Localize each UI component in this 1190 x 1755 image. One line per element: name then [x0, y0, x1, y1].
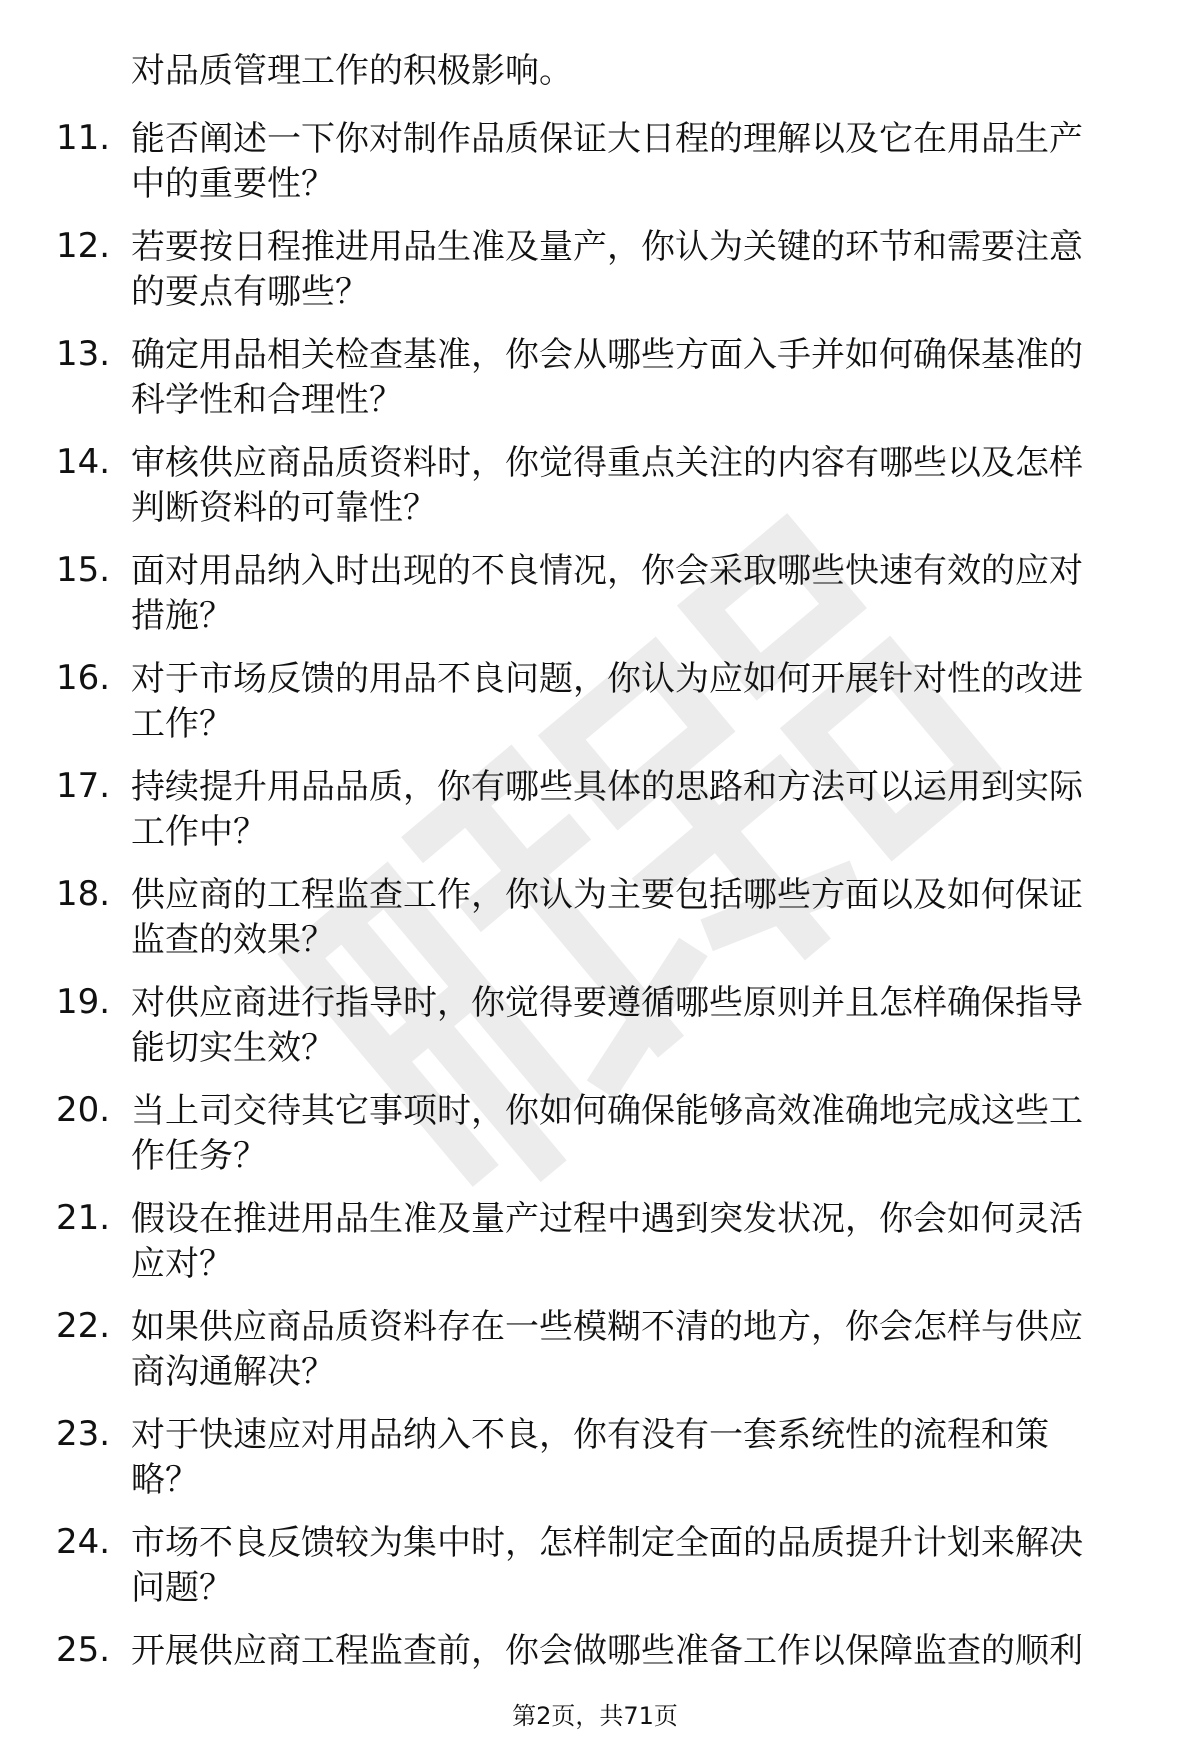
- question-number: 15.: [56, 550, 111, 590]
- question-line: 持续提升用品品质，你有哪些具体的思路和方法可以运用到实际: [131, 767, 1083, 807]
- question-item: [0, 225, 1190, 312]
- question-line: 面对用品纳入时出现的不良情况，你会采取哪些快速有效的应对: [131, 551, 1083, 591]
- question-item: [0, 1089, 1190, 1176]
- question-line: 科学性和合理性？: [131, 380, 403, 420]
- question-item: [0, 873, 1190, 960]
- continuation-text: 对品质管理工作的积极影响。: [131, 51, 573, 91]
- question-item: [0, 117, 1190, 204]
- question-line: 工作中？: [131, 812, 267, 852]
- question-line: 如果供应商品质资料存在一些模糊不清的地方，你会怎样与供应: [131, 1307, 1083, 1347]
- question-line: 商沟通解决？: [131, 1352, 335, 1392]
- question-number: 16.: [56, 658, 111, 698]
- question-line: 市场不良反馈较为集中时，怎样制定全面的品质提升计划来解决: [131, 1523, 1083, 1563]
- question-text: [131, 873, 1151, 963]
- question-number: 23.: [56, 1414, 111, 1454]
- question-text: [131, 1197, 1151, 1287]
- question-line: 假设在推进用品生准及量产过程中遇到突发状况，你会如何灵活: [131, 1199, 1083, 1239]
- question-item: [0, 441, 1190, 528]
- question-item: [0, 549, 1190, 636]
- question-line: 审核供应商品质资料时，你觉得重点关注的内容有哪些以及怎样: [131, 443, 1083, 483]
- question-text: [131, 225, 1151, 315]
- question-text: [131, 1521, 1151, 1611]
- question-line: 的要点有哪些？: [131, 272, 369, 312]
- question-item: [0, 1305, 1190, 1392]
- question-number: 21.: [56, 1198, 111, 1238]
- question-number: 24.: [56, 1522, 111, 1562]
- question-item: [0, 981, 1190, 1068]
- question-line: 措施？: [131, 596, 233, 636]
- question-line: 对于市场反馈的用品不良问题，你认为应如何开展针对性的改进: [131, 659, 1083, 699]
- question-text: [131, 1629, 1151, 1674]
- question-number: 12.: [56, 226, 111, 266]
- question-line: 当上司交待其它事项时，你如何确保能够高效准确地完成这些工: [131, 1091, 1083, 1131]
- question-number: 14.: [56, 442, 111, 482]
- question-text: [131, 1089, 1151, 1179]
- question-line: 开展供应商工程监查前，你会做哪些准备工作以保障监查的顺利: [131, 1631, 1083, 1671]
- question-number: 19.: [56, 982, 111, 1022]
- question-line: 作任务？: [131, 1136, 267, 1176]
- question-number: 25.: [56, 1630, 111, 1670]
- question-line: 若要按日程推进用品生准及量产，你认为关键的环节和需要注意: [131, 227, 1083, 267]
- question-text: [131, 441, 1151, 531]
- question-line: 工作？: [131, 704, 233, 744]
- question-item: [0, 657, 1190, 744]
- question-text: [131, 549, 1151, 639]
- question-line: 能切实生效？: [131, 1028, 335, 1068]
- question-item: [0, 333, 1190, 420]
- question-item: [0, 1521, 1190, 1608]
- question-number: 13.: [56, 334, 111, 374]
- question-line: 对于快速应对用品纳入不良，你有没有一套系统性的流程和策: [131, 1415, 1049, 1455]
- question-text: [131, 657, 1151, 747]
- question-line: 判断资料的可靠性？: [131, 488, 437, 528]
- question-line: 能否阐述一下你对制作品质保证大日程的理解以及它在用品生产: [131, 119, 1083, 159]
- question-text: [131, 117, 1151, 207]
- question-number: 18.: [56, 874, 111, 914]
- question-number: 11.: [56, 118, 111, 158]
- question-text: [131, 981, 1151, 1071]
- question-item: [0, 1197, 1190, 1284]
- question-line: 确定用品相关检查基准，你会从哪些方面入手并如何确保基准的: [131, 335, 1083, 375]
- page-footer: 第2页，共71页: [512, 1702, 678, 1730]
- question-text: [131, 1305, 1151, 1395]
- question-text: [131, 765, 1151, 855]
- question-line: 供应商的工程监查工作，你认为主要包括哪些方面以及如何保证: [131, 875, 1083, 915]
- question-text: [131, 1413, 1151, 1503]
- question-line: 应对？: [131, 1244, 233, 1284]
- question-list: [0, 117, 1190, 1737]
- question-line: 问题？: [131, 1568, 233, 1608]
- question-number: 17.: [56, 766, 111, 806]
- question-item: [0, 765, 1190, 852]
- question-line: 中的重要性？: [131, 164, 335, 204]
- question-text: [131, 333, 1151, 423]
- question-line: 略？: [131, 1460, 199, 1500]
- question-line: 对供应商进行指导时，你觉得要遵循哪些原则并且怎样确保指导: [131, 983, 1083, 1023]
- question-number: 20.: [56, 1090, 111, 1130]
- question-number: 22.: [56, 1306, 111, 1346]
- question-line: 监查的效果？: [131, 920, 335, 960]
- question-item: [0, 1413, 1190, 1500]
